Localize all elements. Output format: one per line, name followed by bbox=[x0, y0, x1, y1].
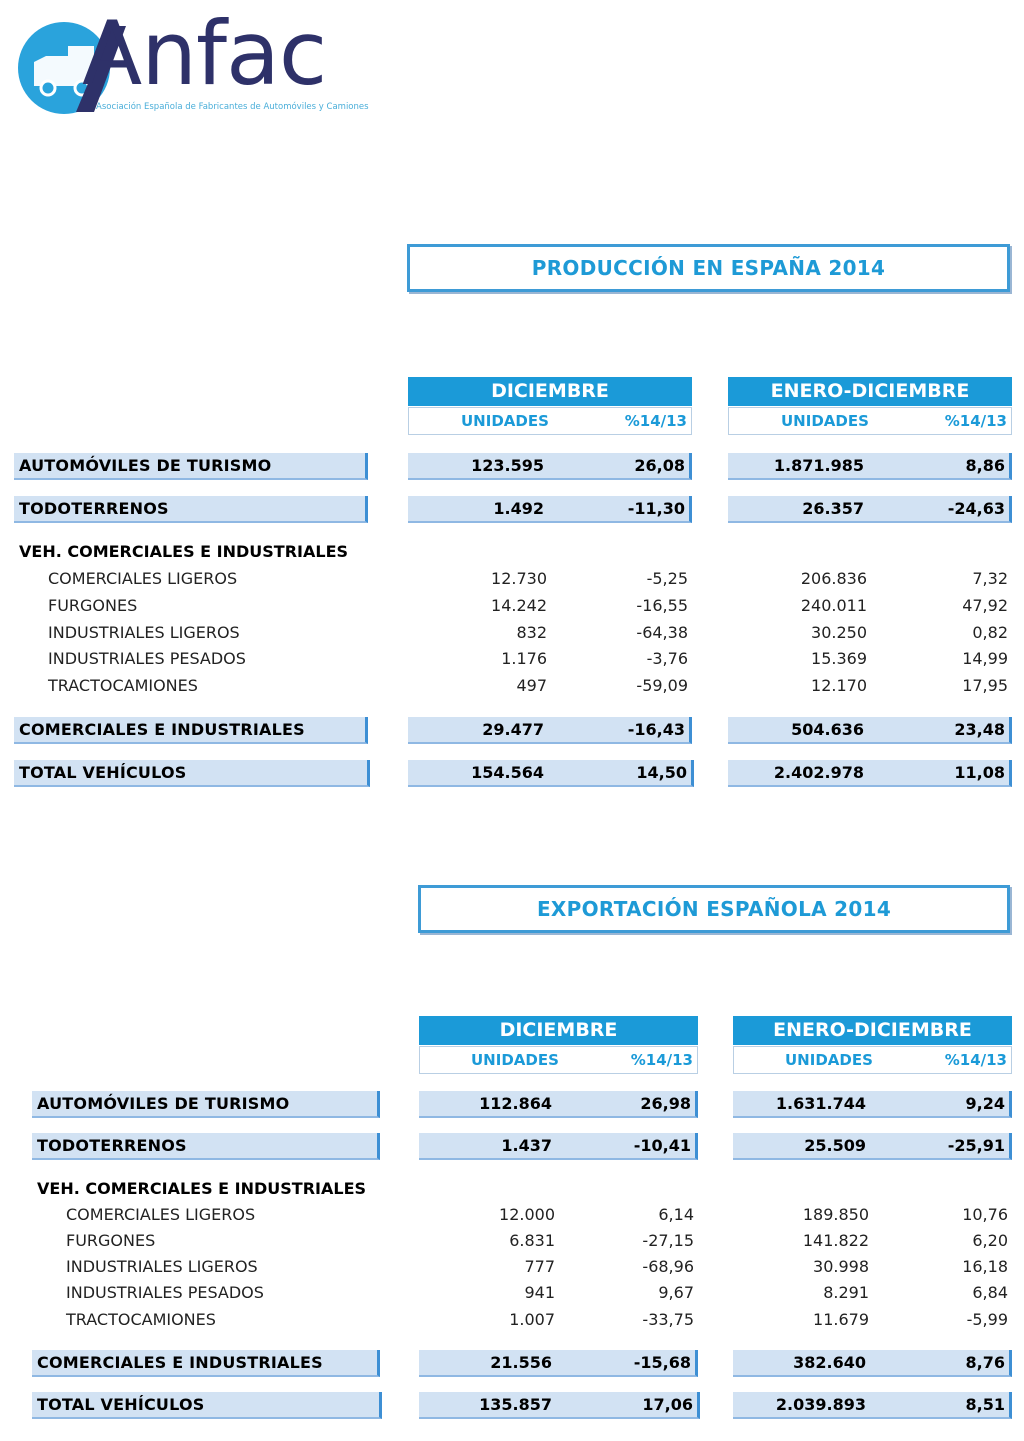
header-enero-diciembre: ENERO-DICIEMBRE bbox=[733, 1016, 1012, 1045]
value-units-anual: 11.679 bbox=[813, 1310, 869, 1329]
col-units-label: UNIDADES bbox=[785, 1051, 873, 1069]
value-units-dic: 6.831 bbox=[509, 1231, 555, 1250]
value-pct-dic: -27,15 bbox=[642, 1231, 694, 1250]
row-values-todoterrenos-diciembre: 1.437 -10,41 bbox=[419, 1133, 698, 1160]
row-label-total: TOTAL VEHÍCULOS bbox=[14, 760, 370, 787]
row-values-todoterrenos-diciembre: 1.492 -11,30 bbox=[408, 496, 692, 523]
value-units-dic: 1.176 bbox=[501, 649, 547, 668]
row-label-todoterrenos: TODOTERRENOS bbox=[14, 496, 368, 523]
sub-label-tractocamiones: TRACTOCAMIONES bbox=[66, 1310, 216, 1329]
header-enero-diciembre: ENERO-DICIEMBRE bbox=[728, 377, 1012, 406]
col-pct-label: %14/13 bbox=[944, 1051, 1007, 1069]
value-units-dic: 14.242 bbox=[491, 596, 547, 615]
value-pct-anual: -5,99 bbox=[966, 1310, 1008, 1329]
row-values-comerciales-anual: 382.640 8,76 bbox=[733, 1350, 1012, 1377]
value-units-anual: 12.170 bbox=[811, 676, 867, 695]
value-units-anual: 8.291 bbox=[823, 1283, 869, 1302]
value-units-dic: 12.000 bbox=[499, 1205, 555, 1224]
value-pct-anual: 6,20 bbox=[972, 1231, 1008, 1250]
subheader-diciembre bbox=[408, 407, 692, 435]
value-units-anual: 30.250 bbox=[811, 623, 867, 642]
value-pct-dic: -3,76 bbox=[646, 649, 688, 668]
value-pct-anual: 47,92 bbox=[962, 596, 1008, 615]
row-label-comerciales-industriales: COMERCIALES E INDUSTRIALES bbox=[32, 1350, 380, 1377]
row-values-total-diciembre: 135.857 17,06 bbox=[419, 1392, 700, 1419]
col-pct-label: %14/13 bbox=[624, 412, 687, 430]
value-pct-dic: -16,55 bbox=[636, 596, 688, 615]
logo-subtitle: Asociación Española de Fabricantes de Automóviles y Camiones bbox=[96, 102, 369, 112]
col-pct-label: %14/13 bbox=[630, 1051, 693, 1069]
value-pct-anual: 7,32 bbox=[972, 569, 1008, 588]
value-pct-dic: -33,75 bbox=[642, 1310, 694, 1329]
row-values-total-anual: 2.039.893 8,51 bbox=[733, 1392, 1012, 1419]
header-diciembre: DICIEMBRE bbox=[408, 377, 692, 406]
value-units-anual: 15.369 bbox=[811, 649, 867, 668]
value-pct-dic: -5,25 bbox=[646, 569, 688, 588]
subheader-enero-diciembre bbox=[733, 1046, 1012, 1074]
value-pct-dic: 6,14 bbox=[658, 1205, 694, 1224]
row-values-turismo-anual: 1.631.744 9,24 bbox=[733, 1091, 1012, 1118]
sub-label-comerciales-ligeros: COMERCIALES LIGEROS bbox=[48, 569, 238, 588]
row-values-total-anual: 2.402.978 11,08 bbox=[728, 760, 1012, 787]
sub-label-industriales-pesados: INDUSTRIALES PESADOS bbox=[48, 649, 246, 668]
value-units-anual: 141.822 bbox=[802, 1231, 869, 1250]
row-values-todoterrenos-anual: 25.509 -25,91 bbox=[733, 1133, 1012, 1160]
sub-label-industriales-ligeros: INDUSTRIALES LIGEROS bbox=[66, 1257, 258, 1276]
value-pct-anual: 14,99 bbox=[962, 649, 1008, 668]
value-units-anual: 189.850 bbox=[802, 1205, 869, 1224]
value-pct-dic: -68,96 bbox=[642, 1257, 694, 1276]
subheader-enero-diciembre bbox=[728, 407, 1012, 435]
section-title-produccion: PRODUCCIÓN EN ESPAÑA 2014 bbox=[407, 244, 1010, 292]
value-pct-dic: -64,38 bbox=[636, 623, 688, 642]
row-label-todoterrenos: TODOTERRENOS bbox=[32, 1133, 380, 1160]
value-units-anual: 206.836 bbox=[800, 569, 867, 588]
value-pct-dic: 9,67 bbox=[658, 1283, 694, 1302]
value-pct-anual: 10,76 bbox=[962, 1205, 1008, 1224]
value-pct-dic: -59,09 bbox=[636, 676, 688, 695]
row-values-total-diciembre: 154.564 14,50 bbox=[408, 760, 694, 787]
col-pct-label: %14/13 bbox=[944, 412, 1007, 430]
group-title-comerciales: VEH. COMERCIALES E INDUSTRIALES bbox=[19, 542, 349, 561]
value-units-dic: 497 bbox=[516, 676, 547, 695]
sub-label-furgones: FURGONES bbox=[48, 596, 138, 615]
value-units-dic: 832 bbox=[516, 623, 547, 642]
value-units-dic: 941 bbox=[524, 1283, 555, 1302]
row-label-turismo: AUTOMÓVILES DE TURISMO bbox=[32, 1091, 380, 1118]
row-values-comerciales-anual: 504.636 23,48 bbox=[728, 717, 1012, 744]
row-label-turismo: AUTOMÓVILES DE TURISMO bbox=[14, 453, 368, 480]
logo-wordmark: Anfac bbox=[82, 2, 327, 105]
col-units-label: UNIDADES bbox=[471, 1051, 559, 1069]
value-pct-anual: 0,82 bbox=[972, 623, 1008, 642]
value-pct-anual: 16,18 bbox=[962, 1257, 1008, 1276]
row-values-comerciales-diciembre: 21.556 -15,68 bbox=[419, 1350, 698, 1377]
row-label-total: TOTAL VEHÍCULOS bbox=[32, 1392, 382, 1419]
header-diciembre: DICIEMBRE bbox=[419, 1016, 698, 1045]
col-units-label: UNIDADES bbox=[781, 412, 869, 430]
row-values-turismo-diciembre: 112.864 26,98 bbox=[419, 1091, 698, 1118]
row-values-todoterrenos-anual: 26.357 -24,63 bbox=[728, 496, 1012, 523]
col-units-label: UNIDADES bbox=[461, 412, 549, 430]
subheader-diciembre bbox=[419, 1046, 698, 1074]
row-label-comerciales-industriales: COMERCIALES E INDUSTRIALES bbox=[14, 717, 368, 744]
section-title-exportacion: EXPORTACIÓN ESPAÑOLA 2014 bbox=[418, 885, 1010, 933]
value-units-dic: 777 bbox=[524, 1257, 555, 1276]
sub-label-comerciales-ligeros: COMERCIALES LIGEROS bbox=[66, 1205, 256, 1224]
group-title-comerciales: VEH. COMERCIALES E INDUSTRIALES bbox=[37, 1179, 367, 1198]
value-units-dic: 12.730 bbox=[491, 569, 547, 588]
row-values-turismo-anual: 1.871.985 8,86 bbox=[728, 453, 1012, 480]
sub-label-tractocamiones: TRACTOCAMIONES bbox=[48, 676, 198, 695]
row-values-turismo-diciembre: 123.595 26,08 bbox=[408, 453, 692, 480]
anfac-logo bbox=[16, 2, 376, 120]
value-units-anual: 240.011 bbox=[800, 596, 867, 615]
sub-label-industriales-pesados: INDUSTRIALES PESADOS bbox=[66, 1283, 264, 1302]
value-units-dic: 1.007 bbox=[509, 1310, 555, 1329]
value-pct-anual: 6,84 bbox=[972, 1283, 1008, 1302]
sub-label-furgones: FURGONES bbox=[66, 1231, 156, 1250]
row-values-comerciales-diciembre: 29.477 -16,43 bbox=[408, 717, 692, 744]
value-pct-anual: 17,95 bbox=[962, 676, 1008, 695]
sub-label-industriales-ligeros: INDUSTRIALES LIGEROS bbox=[48, 623, 240, 642]
value-units-anual: 30.998 bbox=[813, 1257, 869, 1276]
